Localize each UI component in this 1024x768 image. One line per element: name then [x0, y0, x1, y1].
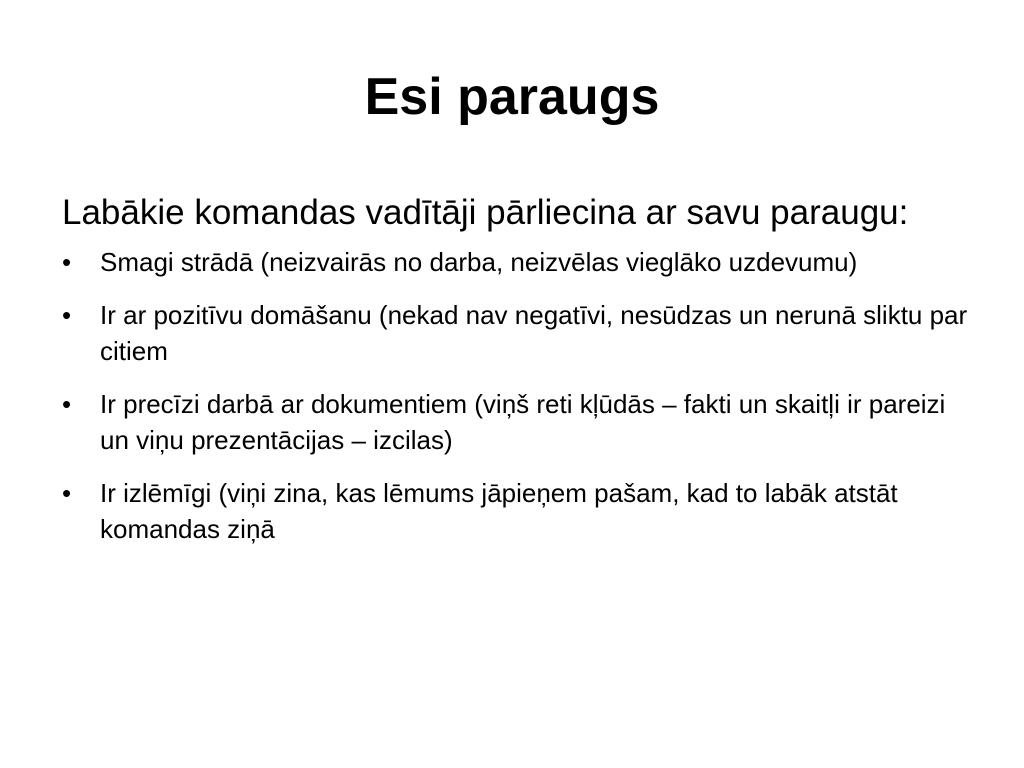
bullet-list [62, 244, 972, 547]
bullet-icon: • [62, 478, 72, 508]
bullet-item [62, 386, 972, 458]
bullet-icon: • [62, 247, 72, 277]
intro-text: Labākie komandas vadītāji pārliecina ar savu paraugu: [62, 193, 909, 232]
bullet-item [62, 244, 972, 280]
bullet-icon: • [62, 300, 72, 330]
bullet-text: Smagi strādā (neizvairās no darba, neizvēlas vieglāko uzdevumu) [100, 247, 858, 277]
slide-body [62, 190, 972, 564]
bullet-text: Ir precīzi darbā ar dokumentiem (viņš reti kļūdās – fakti un skaitļi ir pareizi un viņu prezentācijas – izcilas) [100, 389, 946, 455]
bullet-item [62, 297, 972, 369]
slide-title: Esi paraugs [364, 68, 660, 126]
bullet-text: Ir ar pozitīvu domāšanu (nekad nav negatīvi, nesūdzas un nerunā sliktu par citiem [100, 300, 968, 366]
bullet-icon: • [62, 389, 72, 419]
bullet-text: Ir izlēmīgi (viņi zina, kas lēmums jāpieņem pašam, kad to labāk atstāt komandas ziņā [100, 478, 898, 544]
bullet-item [62, 475, 972, 547]
